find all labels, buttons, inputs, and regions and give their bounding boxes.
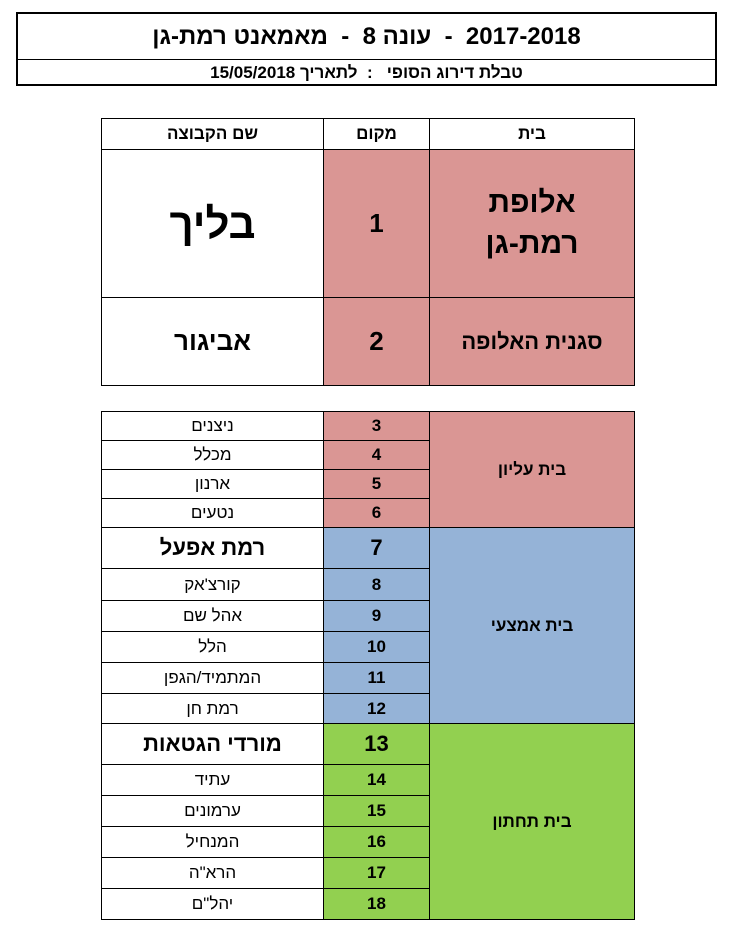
team-cell: יהל"ם <box>102 889 324 920</box>
place-cell: 11 <box>324 663 430 694</box>
house-standings-table <box>101 411 635 920</box>
lower-house-label: בית תחתון <box>430 724 635 920</box>
table-row <box>102 724 635 765</box>
champion-team: בליך <box>102 150 324 298</box>
team-cell: ניצנים <box>102 412 324 441</box>
place-cell: 13 <box>324 724 430 765</box>
place-cell: 4 <box>324 441 430 470</box>
place-cell: 12 <box>324 694 430 724</box>
runner-up-house: סגנית האלופה <box>430 298 635 386</box>
place-cell: 16 <box>324 827 430 858</box>
table-row <box>102 412 635 441</box>
team-cell: נטעים <box>102 499 324 528</box>
champion-place: 1 <box>324 150 430 298</box>
page-title: 2017-2018 - עונה 8 - מאמאנט רמת-גן <box>18 14 715 60</box>
team-cell: הלל <box>102 632 324 663</box>
place-cell: 6 <box>324 499 430 528</box>
team-cell: מורדי הגטאות <box>102 724 324 765</box>
place-cell: 17 <box>324 858 430 889</box>
column-header-house: בית <box>430 119 635 150</box>
team-cell: רמת אפעל <box>102 528 324 569</box>
team-cell: המתמיד/הגפן <box>102 663 324 694</box>
header-row <box>102 119 635 150</box>
middle-house-label: בית אמצעי <box>430 528 635 724</box>
team-cell: ארנון <box>102 470 324 499</box>
team-cell: קורצ'אק <box>102 569 324 601</box>
runner-up-place: 2 <box>324 298 430 386</box>
place-cell: 8 <box>324 569 430 601</box>
champion-row <box>102 150 635 298</box>
team-cell: ערמונים <box>102 796 324 827</box>
place-cell: 14 <box>324 765 430 796</box>
champion-house-line2: רמת-גן <box>485 226 579 260</box>
top-standings-table <box>101 118 635 386</box>
champion-house-line1: אלופת <box>488 186 576 219</box>
table-row <box>102 528 635 569</box>
runner-up-team: אביגור <box>102 298 324 386</box>
runner-up-row <box>102 298 635 386</box>
place-cell: 10 <box>324 632 430 663</box>
champion-house <box>430 150 635 298</box>
place-cell: 7 <box>324 528 430 569</box>
title-box <box>16 12 717 86</box>
column-header-place: מקום <box>324 119 430 150</box>
team-cell: רמת חן <box>102 694 324 724</box>
place-cell: 15 <box>324 796 430 827</box>
team-cell: המנחיל <box>102 827 324 858</box>
place-cell: 5 <box>324 470 430 499</box>
upper-house-label: בית עליון <box>430 412 635 528</box>
team-cell: הרא"ה <box>102 858 324 889</box>
team-cell: עתיד <box>102 765 324 796</box>
team-cell: מכלל <box>102 441 324 470</box>
place-cell: 18 <box>324 889 430 920</box>
place-cell: 9 <box>324 601 430 632</box>
place-cell: 3 <box>324 412 430 441</box>
page-subtitle: טבלת דירוג הסופי : לתאריך 15/05/2018 <box>210 63 523 82</box>
column-header-team: שם הקבוצה <box>102 119 324 150</box>
team-cell: אהל שם <box>102 601 324 632</box>
